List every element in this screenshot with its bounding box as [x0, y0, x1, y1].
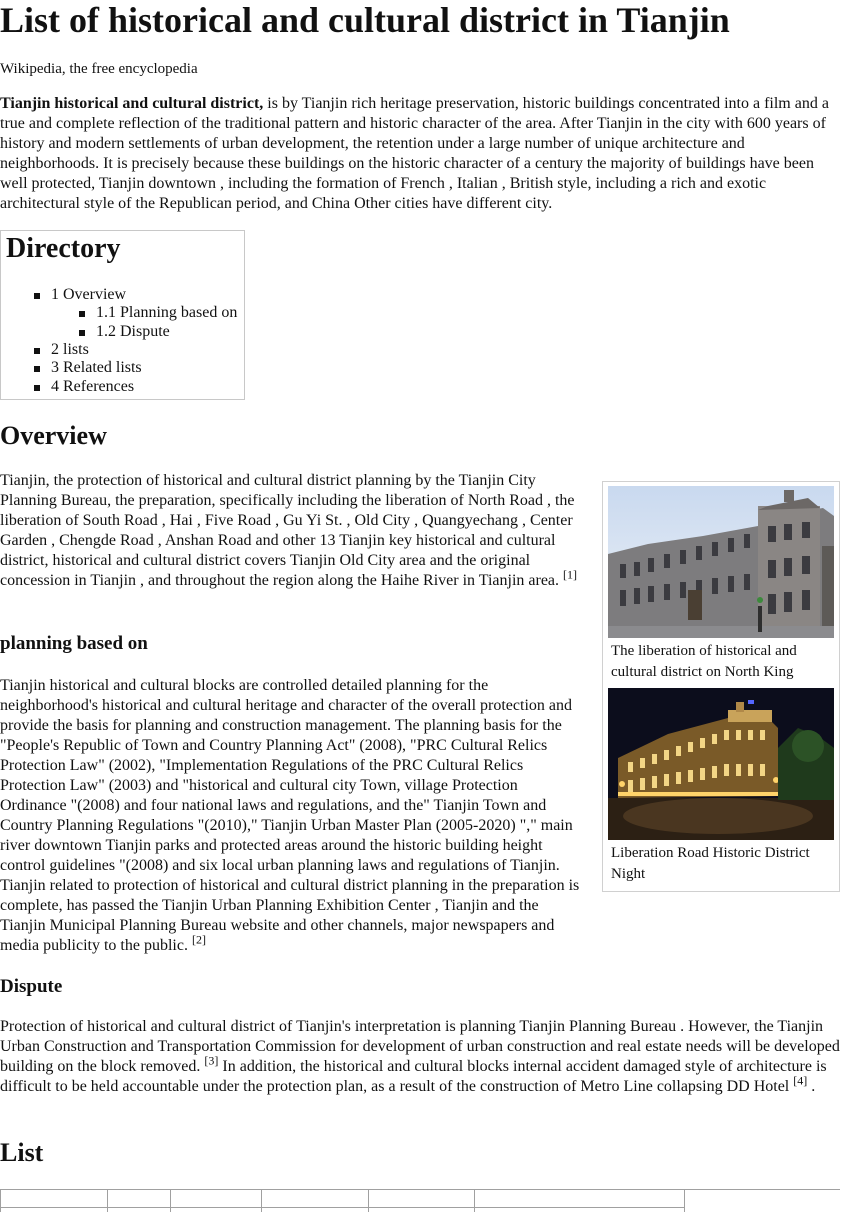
toc-item-overview[interactable]: 1 Overview [51, 286, 127, 303]
dispute-text-c: . [807, 1078, 816, 1095]
north-road-building-photo[interactable] [608, 486, 834, 638]
toc-item-related-lists[interactable]: 3 Related lists [51, 359, 142, 376]
planning-text: Tianjin historical and cultural blocks are controlled detailed planning for the neighborhood's historical and cultural heritage and character of the overall protection and provide the basis for planning and construction management. The planning basis for the "People's Republic of Town and Country Planning Act" (2008), "PRC Cultural Relics Protection Law" (2002), "Implementation Regulations of the PRC Cultural Relics Protection Law" (2003) and "historical and cultural city Town, village Protection Ordinance "(2008) and four national laws and regulations, and the" Tianjin Town and Country Planning Regulations "(2010)," Tianjin Urban Master Plan (2005-2020) "," main river downtown Tianjin parks and protected areas around the historic building height control guidelines "(2008) and six local urban planning laws and regulations of Tianjin. Tianjin related to protection of historical and cultural district planning in the preparation is complete, has passed the Tianjin Urban Planning Exhibition Center , Tianjin and the Tianjin Municipal Planning Bureau website and other channels, major newspapers and media publicity to the public. [0, 677, 580, 954]
north-road-building-image [608, 486, 834, 638]
overview-text: Tianjin, the protection of historical and cultural district planning by the Tianjin City Planning Bureau, the preparation, specifically including the liberation of North Road , the liberation of South Road , Hai , Five Road , Gu Yi St. , Old City , Quangyechang , Center Garden , Chengde Road , Anshan Road and other 13 Tianjin key historical and cultural district, historical and cultural district covers Tianjin Old City area and the original concession in Tianjin , and throughout the region along the Haihe River in Tianjin area. [0, 472, 575, 589]
toc-item-lists[interactable]: 2 lists [51, 341, 89, 358]
toc-title: Directory [6, 233, 121, 264]
list-table-divider [0, 1190, 1, 1212]
intro-bold-lead: Tianjin historical and cultural district, [0, 95, 264, 112]
list-table-divider [368, 1190, 369, 1212]
list-table-divider [170, 1190, 171, 1212]
list-table-divider [107, 1190, 108, 1212]
toc-item-dispute[interactable]: 1.2 Dispute [96, 323, 170, 340]
dispute-text-b: In addition, the historical and cultural blocks internal accident damaged style of architecture is difficult to be held accountable under the protection plan, as a result of the construction of Metro Line collapsing DD Hotel [0, 1058, 827, 1095]
planning-heading: planning based on [0, 633, 148, 654]
overview-paragraph [0, 471, 578, 591]
list-table-divider [684, 1190, 685, 1212]
planning-ref[interactable]: [2] [191, 932, 206, 947]
dispute-text-a: Protection of historical and cultural district of Tianjin's interpretation is planning Tianjin Planning Bureau . However, the Tianjin Urban Construction and Transportation Commission for development of urban construction and real estate needs will be developed building on the block removed. [0, 1018, 840, 1075]
list-table-divider [474, 1190, 475, 1212]
dispute-heading: Dispute [0, 976, 63, 997]
page-title: List of historical and cultural district in Tianjin [0, 0, 730, 40]
intro-text: is by Tianjin rich heritage preservation, historic buildings concentrated into a film and a true and complete reflection of the traditional pattern and historic character of the area. After Tianjin in the city with 600 years of history and modern settlements of urban development, the retention under a large number of unique architecture and neighborhoods. It is precisely because these buildings on the historic character of a century the majority of buildings have been well protected, Tianjin downtown , including the formation of French , Italian , British style, including a rich and exotic architectural style of the Republican period, and China Other cities have different city. [0, 95, 829, 212]
dispute-ref-4[interactable]: [4] [793, 1073, 808, 1088]
dispute-paragraph [0, 1017, 840, 1097]
toc-item-planning[interactable]: 1.1 Planning based on [96, 304, 238, 321]
list-table-top-border [0, 1189, 840, 1190]
intro-paragraph [0, 94, 840, 214]
table-of-contents [0, 230, 245, 400]
figure-caption-north-road: The liberation of historical and cultural district on North King [611, 643, 797, 680]
dispute-ref-3[interactable]: [3] [204, 1053, 219, 1068]
list-heading: List [0, 1138, 44, 1167]
list-table-row-border [0, 1207, 685, 1208]
toc-item-references[interactable]: 4 References [51, 378, 135, 395]
figure-caption-night: Liberation Road Historic District Night [611, 845, 810, 882]
overview-ref[interactable]: [1] [563, 567, 578, 582]
site-subtitle: Wikipedia, the free encyclopedia [0, 61, 198, 77]
list-table-divider [261, 1190, 262, 1212]
overview-heading: Overview [0, 421, 107, 450]
liberation-road-night-photo[interactable] [608, 688, 834, 840]
photo-figure [602, 481, 840, 892]
liberation-road-night-image [608, 688, 834, 840]
